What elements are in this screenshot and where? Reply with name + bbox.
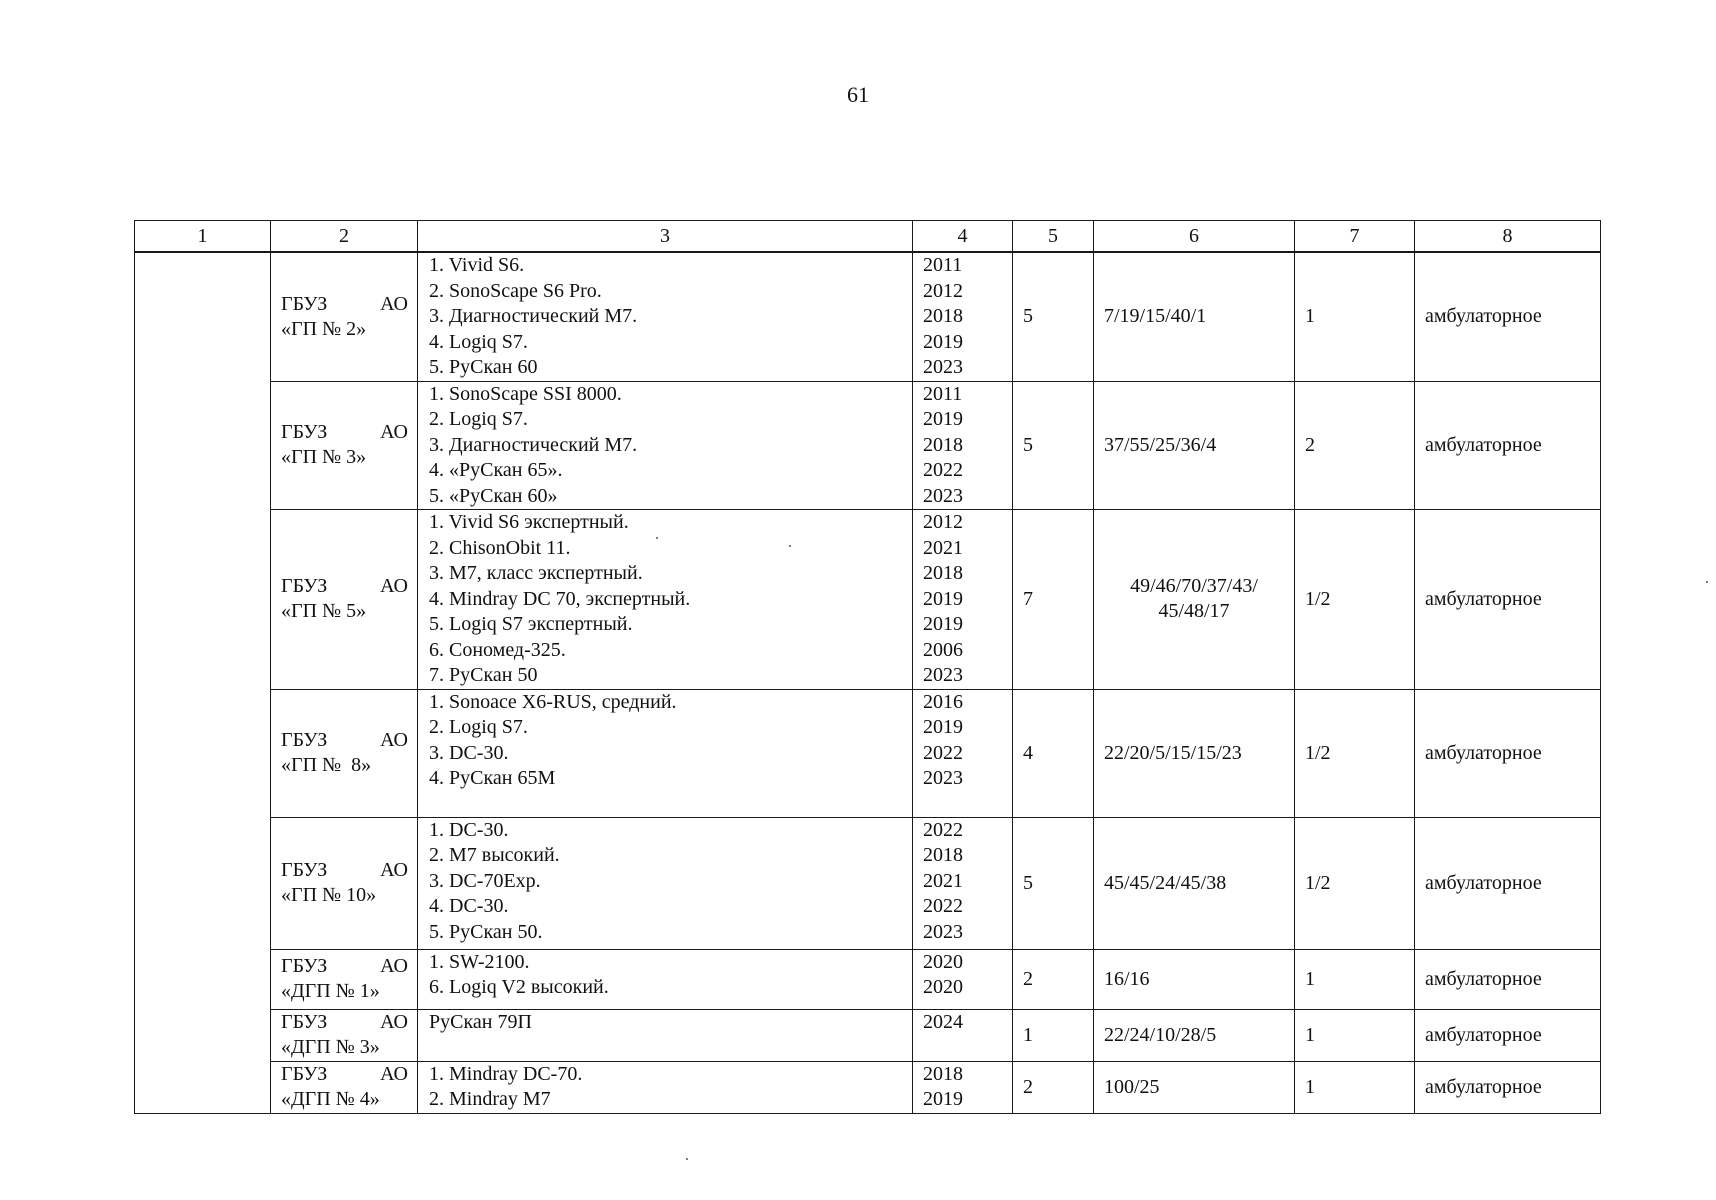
count-cell: 4 bbox=[1013, 689, 1094, 817]
device-item: 5. РуСкан 50. bbox=[429, 920, 543, 943]
load-line: 49/46/70/37/43/ bbox=[1130, 575, 1258, 598]
org-suffix: АО bbox=[380, 421, 408, 444]
shift-cell: 1/2 bbox=[1295, 510, 1415, 690]
year-item: 2016 bbox=[923, 690, 963, 713]
device-item: 2. ChisonObit 11. bbox=[429, 536, 571, 559]
year-item: 2006 bbox=[923, 638, 963, 661]
device-item: 1. Sonoace X6-RUS, средний. bbox=[429, 690, 677, 713]
org-name: «ДГП № 3» bbox=[281, 1036, 380, 1058]
devices-cell bbox=[418, 689, 913, 817]
table-row bbox=[135, 510, 1601, 690]
year-item: 2023 bbox=[923, 484, 963, 507]
table-row bbox=[135, 689, 1601, 817]
years-cell bbox=[913, 1061, 1013, 1113]
org-name: «ГП № 2» bbox=[281, 317, 367, 340]
org-prefix: ГБУЗ bbox=[281, 1063, 328, 1085]
region-cell bbox=[135, 252, 271, 1113]
org-prefix: ГБУЗ bbox=[281, 575, 328, 598]
year-item: 2020 bbox=[923, 950, 963, 973]
device-item: 7. РуСкан 50 bbox=[429, 664, 538, 686]
year-item: 2022 bbox=[923, 741, 963, 764]
type-cell: амбулаторное bbox=[1415, 1061, 1601, 1113]
years-cell bbox=[913, 949, 1013, 1009]
load-cell bbox=[1094, 510, 1295, 690]
device-item: 1. Vivid S6 экспертный. bbox=[429, 511, 629, 533]
org-name: «ДГП № 4» bbox=[281, 1088, 380, 1110]
year-item: 2012 bbox=[923, 279, 963, 302]
load-cell: 100/25 bbox=[1094, 1061, 1295, 1113]
load-cell: 7/19/15/40/1 bbox=[1094, 252, 1295, 381]
column-header-1: 1 bbox=[135, 221, 271, 253]
device-item: 4. Logiq S7. bbox=[429, 330, 528, 353]
devices-cell bbox=[418, 949, 913, 1009]
years-cell bbox=[913, 510, 1013, 690]
device-item: 2. SonoScape S6 Pro. bbox=[429, 279, 602, 302]
device-item: РуСкан 79П bbox=[429, 1010, 532, 1033]
year-item: 2024 bbox=[923, 1010, 963, 1033]
year-item: 2018 bbox=[923, 305, 963, 327]
device-item: 2. Logiq S7. bbox=[429, 408, 528, 430]
shift-cell: 1/2 bbox=[1295, 817, 1415, 949]
year-item: 2022 bbox=[923, 818, 963, 841]
org-name: «ГП № 10» bbox=[281, 884, 377, 906]
device-item: 3. M7, класс экспертный. bbox=[429, 562, 643, 584]
org-prefix: ГБУЗ bbox=[281, 955, 328, 977]
devices-cell bbox=[418, 817, 913, 949]
devices-cell bbox=[418, 1009, 913, 1061]
org-prefix: ГБУЗ bbox=[281, 292, 328, 315]
device-item: 3. Диагностический M7. bbox=[429, 305, 638, 327]
count-cell: 5 bbox=[1013, 381, 1094, 510]
org-suffix: АО bbox=[380, 729, 408, 751]
table-row bbox=[135, 1061, 1601, 1113]
org-name: «ГП № 8» bbox=[281, 754, 372, 776]
device-item: 4. DC-30. bbox=[429, 895, 509, 917]
year-item: 2023 bbox=[923, 920, 963, 943]
column-header-6: 6 bbox=[1094, 221, 1295, 253]
device-item: 5. Logiq S7 экспертный. bbox=[429, 613, 633, 635]
type-cell: амбулаторное bbox=[1415, 510, 1601, 690]
device-item: 4. РуСкан 65М bbox=[429, 767, 556, 789]
organization-cell bbox=[271, 252, 418, 381]
device-item: 2. Logiq S7. bbox=[429, 716, 528, 738]
device-item: 3. DC-30. bbox=[429, 741, 509, 764]
year-item: 2018 bbox=[923, 844, 963, 866]
load-cell: 22/20/5/15/15/23 bbox=[1094, 689, 1295, 817]
type-cell: амбулаторное bbox=[1415, 381, 1601, 510]
column-header-3: 3 bbox=[418, 221, 913, 253]
years-cell bbox=[913, 381, 1013, 510]
year-item: 2019 bbox=[923, 330, 963, 353]
page-number: 61 bbox=[847, 82, 869, 107]
year-item: 2023 bbox=[923, 356, 963, 378]
organization-cell bbox=[271, 949, 418, 1009]
device-item: 5. «РуСкан 60» bbox=[429, 484, 558, 507]
org-name: «ГП № 3» bbox=[281, 446, 367, 469]
year-item: 2023 bbox=[923, 767, 963, 789]
column-header-7: 7 bbox=[1295, 221, 1415, 253]
year-item: 2011 bbox=[923, 254, 963, 276]
year-item: 2018 bbox=[923, 1062, 963, 1085]
organization-cell bbox=[271, 817, 418, 949]
organization-cell bbox=[271, 1009, 418, 1061]
device-item: 4. «РуСкан 65». bbox=[429, 459, 563, 481]
year-item: 2019 bbox=[923, 408, 963, 430]
table-row bbox=[135, 381, 1601, 510]
org-name: «ГП № 5» bbox=[281, 600, 367, 623]
year-item: 2022 bbox=[923, 895, 963, 917]
type-cell: амбулаторное bbox=[1415, 817, 1601, 949]
shift-cell: 1 bbox=[1295, 949, 1415, 1009]
load-cell: 45/45/24/45/38 bbox=[1094, 817, 1295, 949]
column-header-5: 5 bbox=[1013, 221, 1094, 253]
table-row bbox=[135, 817, 1601, 949]
count-cell: 2 bbox=[1013, 1061, 1094, 1113]
type-cell: амбулаторное bbox=[1415, 689, 1601, 817]
table-row bbox=[135, 949, 1601, 1009]
devices-cell bbox=[418, 510, 913, 690]
org-suffix: АО bbox=[380, 575, 408, 598]
org-suffix: АО bbox=[380, 955, 408, 977]
years-cell bbox=[913, 1009, 1013, 1061]
year-item: 2018 bbox=[923, 433, 963, 456]
type-cell: амбулаторное bbox=[1415, 949, 1601, 1009]
load-line: 45/48/17 bbox=[1158, 600, 1230, 623]
device-item: 3. Диагностический M7. bbox=[429, 433, 638, 456]
device-item: 1. SonoScape SSI 8000. bbox=[429, 382, 622, 405]
shift-cell: 1/2 bbox=[1295, 689, 1415, 817]
table-header bbox=[135, 221, 1601, 253]
type-cell: амбулаторное bbox=[1415, 1009, 1601, 1061]
year-item: 2019 bbox=[923, 613, 963, 635]
org-suffix: АО bbox=[380, 1063, 408, 1085]
column-header-8: 8 bbox=[1415, 221, 1601, 253]
device-item: 5. РуСкан 60 bbox=[429, 356, 538, 378]
organization-cell bbox=[271, 381, 418, 510]
year-item: 2012 bbox=[923, 511, 963, 533]
scan-speck bbox=[656, 537, 658, 539]
device-item: 3. DC-70Exp. bbox=[429, 869, 541, 892]
table-row bbox=[135, 252, 1601, 381]
column-header-4: 4 bbox=[913, 221, 1013, 253]
device-item: 6. Logiq V2 высокий. bbox=[429, 976, 609, 998]
year-item: 2019 bbox=[923, 587, 963, 610]
year-item: 2023 bbox=[923, 664, 963, 686]
shift-cell: 2 bbox=[1295, 381, 1415, 510]
device-item: 1. SW-2100. bbox=[429, 950, 530, 973]
type-cell: амбулаторное bbox=[1415, 252, 1601, 381]
load-cell: 37/55/25/36/4 bbox=[1094, 381, 1295, 510]
scan-speck bbox=[1706, 581, 1708, 583]
device-item: 2. Mindray M7 bbox=[429, 1088, 551, 1110]
year-item: 2019 bbox=[923, 1088, 963, 1110]
year-item: 2022 bbox=[923, 459, 963, 481]
year-item: 2018 bbox=[923, 562, 963, 584]
org-prefix: ГБУЗ bbox=[281, 859, 328, 881]
count-cell: 1 bbox=[1013, 1009, 1094, 1061]
devices-cell bbox=[418, 252, 913, 381]
org-prefix: ГБУЗ bbox=[281, 729, 328, 751]
column-header-2: 2 bbox=[271, 221, 418, 253]
shift-cell: 1 bbox=[1295, 1061, 1415, 1113]
years-cell bbox=[913, 252, 1013, 381]
shift-cell: 1 bbox=[1295, 1009, 1415, 1061]
organization-cell bbox=[271, 510, 418, 690]
devices-cell bbox=[418, 1061, 913, 1113]
scan-speck bbox=[686, 1158, 688, 1160]
organization-cell bbox=[271, 689, 418, 817]
organization-cell bbox=[271, 1061, 418, 1113]
org-suffix: АО bbox=[380, 1011, 408, 1033]
year-item: 2020 bbox=[923, 976, 963, 998]
device-item: 6. Сономед-325. bbox=[429, 638, 566, 661]
device-item: 1. Vivid S6. bbox=[429, 254, 525, 276]
devices-cell bbox=[418, 381, 913, 510]
count-cell: 7 bbox=[1013, 510, 1094, 690]
device-item: 2. M7 высокий. bbox=[429, 844, 560, 866]
org-suffix: АО bbox=[380, 292, 408, 315]
org-name: «ДГП № 1» bbox=[281, 980, 380, 1002]
org-suffix: АО bbox=[380, 859, 408, 881]
year-item: 2021 bbox=[923, 536, 963, 559]
scan-speck bbox=[789, 545, 791, 547]
years-cell bbox=[913, 817, 1013, 949]
org-prefix: ГБУЗ bbox=[281, 421, 328, 444]
year-item: 2021 bbox=[923, 869, 963, 892]
count-cell: 2 bbox=[1013, 949, 1094, 1009]
device-item: 1. DC-30. bbox=[429, 818, 509, 841]
year-item: 2019 bbox=[923, 716, 963, 738]
load-cell: 16/16 bbox=[1094, 949, 1295, 1009]
years-cell bbox=[913, 689, 1013, 817]
load-cell: 22/24/10/28/5 bbox=[1094, 1009, 1295, 1061]
count-cell: 5 bbox=[1013, 252, 1094, 381]
table-row bbox=[135, 1009, 1601, 1061]
equipment-table bbox=[134, 220, 1601, 1114]
year-item: 2011 bbox=[923, 382, 963, 405]
device-item: 4. Mindray DC 70, экспертный. bbox=[429, 587, 691, 610]
shift-cell: 1 bbox=[1295, 252, 1415, 381]
count-cell: 5 bbox=[1013, 817, 1094, 949]
device-item: 1. Mindray DC-70. bbox=[429, 1062, 583, 1085]
org-prefix: ГБУЗ bbox=[281, 1011, 328, 1033]
